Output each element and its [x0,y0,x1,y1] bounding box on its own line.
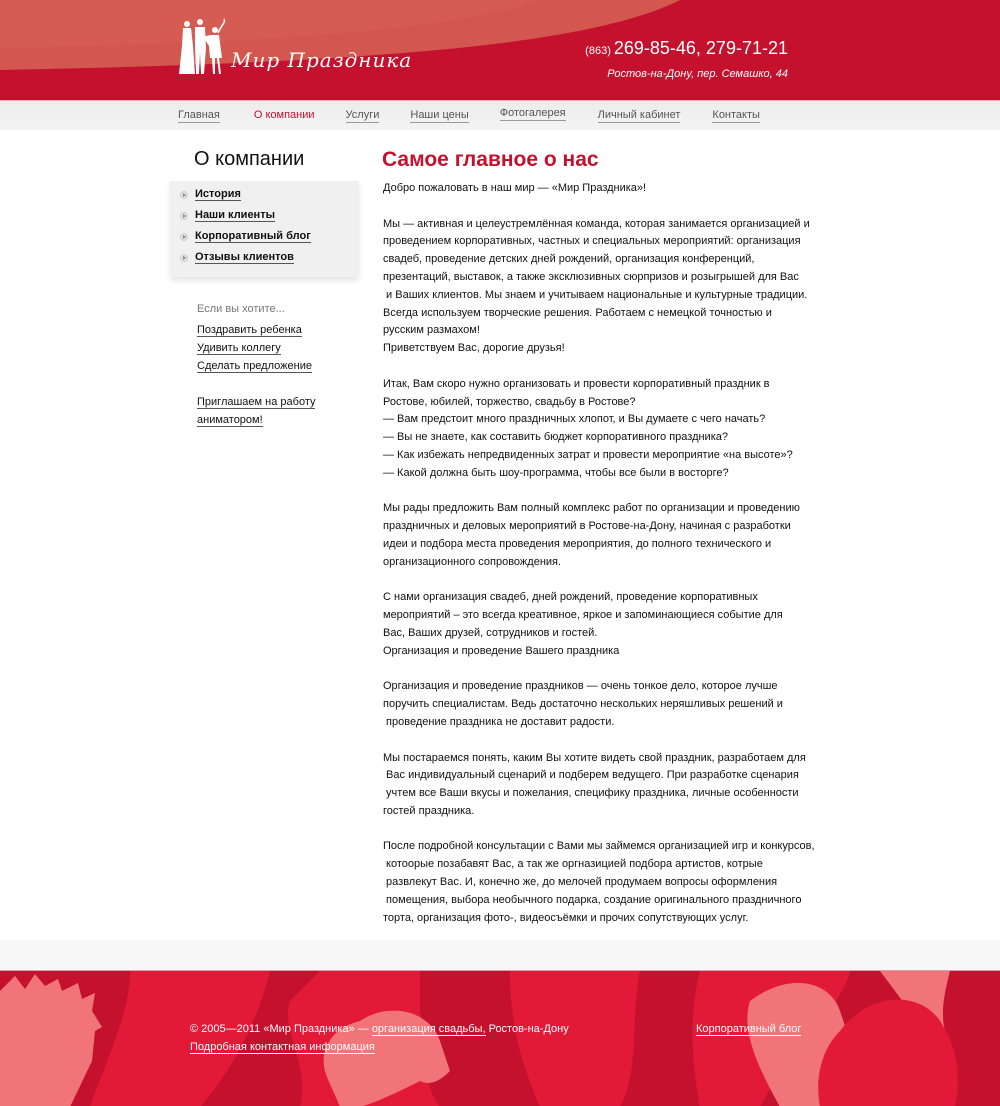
copyright-text: © 2005—2011 «Мир Праздника» — [190,1023,372,1035]
sidebar-item-reviews[interactable] [180,251,294,264]
paragraph-gap [383,732,823,750]
paragraph-gap [383,358,823,376]
paragraph-gap [383,572,823,590]
content-line: — Вам предстоит много праздничных хлопот, и Вы думаете с чего начать? [383,413,766,426]
phone-values: 269-85-46, 279-71-21 [613,38,788,58]
logo-text: Мир Праздника [231,48,413,72]
content-line: презентаций, выставок, а также эксклюзивных сюрпризов и розыгрышей для Вас [383,270,799,283]
bullet-arrow-icon [180,233,188,241]
phone-numbers [585,38,788,59]
content-line: торта, организация фото-, видеосъёмки и прочих сопутствующих услуг. [383,911,749,924]
job-link-line2[interactable]: аниматором! [197,414,263,426]
nav-item-gallery[interactable]: Фотогалерея [499,107,566,119]
paragraph-gap [383,483,823,501]
page-title: Самое главное о нас [382,148,599,171]
job-link-line1[interactable]: Приглашаем на работу [197,396,316,408]
bullet-arrow-icon [180,191,188,199]
content-line: мероприятий – это всегда креативное, яркое и запоминающиеся событие для [383,609,783,622]
content-line: После подробной консультации с Вами мы займемся организацией игр и конкурсов, [383,840,815,853]
content-line: С нами организация свадеб, дней рождений, проведение корпоративных [383,591,758,604]
nav-item-contacts[interactable]: Контакты [712,109,760,121]
wish-link-proposal[interactable]: Сделать предложение [197,360,312,372]
sidebar-item-blog[interactable] [180,230,311,243]
nav-items [178,109,760,123]
sidebar-item-history[interactable] [180,188,241,201]
header-swoosh-decoration [0,0,1000,100]
wish-link-colleague[interactable]: Удивить коллегу [197,342,281,354]
content-line: помещения, выбора необычного подарка, создание оригинального праздничного [383,893,802,906]
nav-item-account[interactable]: Личный кабинет [597,109,681,121]
content-line: проведение праздника не доставит радости. [383,715,615,728]
content-line: идеи и подбора места проведения мероприятия, до полного технического и [383,537,772,550]
sidebar-item-label[interactable]: Отзывы клиентов [195,251,294,263]
content-line: котоорые позабавят Вас, а так же оргназицией подбора артистов, котрые [383,858,763,871]
phone-code: (863) [585,45,611,57]
content-line: свадеб, проведение детских дней рождений, организация конференций, [383,253,755,266]
paragraph-gap [383,661,823,679]
address: Ростов-на-Дону, пер. Семашко, 44 [607,68,788,80]
content-line: Всегда используем творческие решения. Работаем с немецкой точностью и [383,306,772,319]
content-line: Добро пожаловать в наш мир — «Мир Праздника»! [383,182,647,194]
bullet-arrow-icon [180,212,188,220]
contact-info-link[interactable]: Подробная контактная информация [190,1041,375,1053]
sidebar-item-label[interactable]: Корпоративный блог [195,230,311,242]
wish-title: Если вы хотите... [197,303,285,315]
content-line: Итак, Вам скоро нужно организовать и провести корпоративный праздник в [383,377,770,390]
content-line: праздничных и деловых мероприятий в Ростове-на-Дону, начиная с разработки [383,520,791,533]
content-bottom-strip [0,940,1000,970]
content-line: Вас, Ваших друзей, сотрудников и гостей. [383,626,598,639]
bullet-arrow-icon [180,254,188,262]
content-line: — Вы не знаете, как составить бюджет корпоративного праздника? [383,431,728,444]
content-line: проведением корпоративных, частных и специальных мероприятий: организация [383,235,801,248]
content-line: поручить специалистам. Ведь достаточно нескольких неряшливых решений и [383,698,783,711]
content-line: организационного сопровождения. [383,555,562,568]
content-line: Организация и проведение Вашего праздника [383,644,620,657]
content-line: русским размахом! [383,324,480,337]
header-contacts [585,38,788,80]
sidebar-menu [170,181,359,277]
content-line: Организация и проведение праздников — очень тонкое дело, которое лучше [383,680,778,693]
content-line: Приветствуем Вас, дорогие друзья! [383,342,565,355]
content-line: Вас индивидуальный сценарий и подберем ведущего. При разработке сценария [383,769,799,782]
paragraph-gap [383,821,823,839]
nav-item-services[interactable]: Услуги [345,109,380,121]
content-line: и Ваших клиентов. Мы знаем и учитываем национальные и культурные традиции. [383,288,808,301]
main-content [383,180,823,927]
paragraph-gap [383,198,823,216]
content-line: Мы постараемся понять, каким Вы хотите видеть свой праздник, разработаем для [383,751,806,764]
content-line: Мы — активная и целеустремлённая команда, которая занимается организацией и [383,217,810,230]
sidebar-item-label[interactable]: Наши клиенты [195,209,275,221]
content-line: Ростове, юбилей, торжество, свадьбу в Ростове? [383,395,636,408]
content-line: Мы рады предложить Вам полный комплекс работ по организации и проведению [383,502,800,515]
footer-city: Ростов-на-Дону [485,1023,569,1035]
site-footer [0,970,1000,1106]
wish-link-child[interactable]: Поздравить ребенка [197,324,302,336]
sidebar-title: О компании [194,148,305,170]
sidebar-item-clients[interactable] [180,209,275,222]
site-logo[interactable] [176,16,426,78]
main-nav [0,100,1000,130]
site-header [0,0,1000,100]
footer-blog-link[interactable]: Корпоративный блог [696,1023,802,1035]
nav-item-home[interactable]: Главная [178,109,220,121]
content-line: развлекут Вас. И, конечно же, до мелочей продумаем вопросы оформления [383,876,778,889]
nav-item-prices[interactable]: Наши цены [410,109,469,121]
logo-figures-icon [176,16,238,78]
wedding-link[interactable]: организация свадьбы, [371,1023,486,1035]
content-line: гостей праздника. [383,804,475,817]
sidebar-item-label[interactable]: История [195,188,241,200]
content-line: учтем все Ваши вкусы и пожелания, специфику праздника, личные особенности [383,787,799,800]
nav-item-about[interactable]: О компании [253,109,315,121]
content-line: — Какой должна быть шоу-программа, чтобы все были в восторге? [383,466,729,479]
content-line: — Как избежать непредвиденных затрат и провести мероприятие «на высоте»? [383,448,793,461]
footer-right [696,1020,801,1038]
footer-left [190,1020,569,1056]
